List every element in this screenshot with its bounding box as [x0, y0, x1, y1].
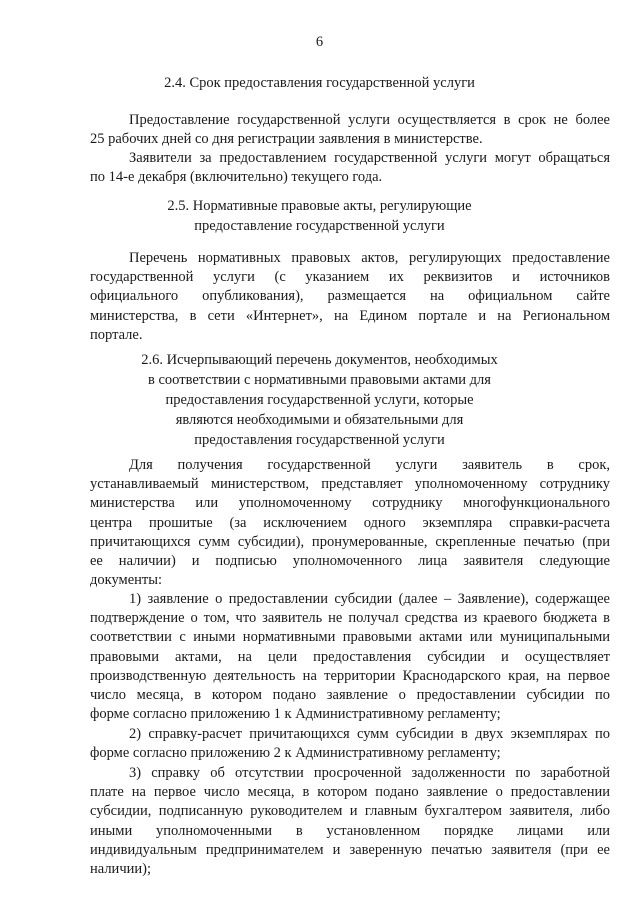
text-line: министерства или уполномоченному сотруднику многофункционального [90, 495, 610, 512]
text-line: официального опубликования), размещается на официальном сайте [90, 288, 610, 305]
text-line: министерства, в сети «Интернет», на Едином портале и на Региональном [90, 307, 610, 324]
text-line: форме согласно приложению 1 к Административному регламенту; [90, 706, 501, 723]
text-line: индивидуальным предпринимателем и заверенную печатью заявителя (при ее [90, 841, 610, 858]
text-line: Для получения государственной услуги заявитель в срок, [129, 457, 610, 473]
text-line: ее наличии) и подписью уполномоченного лица заявителя следующие [90, 553, 610, 570]
page-number: 6 [315, 34, 324, 50]
paragraph [90, 111, 610, 149]
heading-line: предоставление государственной услуги [194, 218, 445, 234]
list-item [90, 725, 610, 763]
paragraph [90, 249, 610, 345]
text-line: правовыми актами, на цели предоставления субсидии и осуществляет [90, 648, 610, 665]
text-line: 2) справку-расчет причитающихся сумм субсидии в двух экземплярах по [129, 726, 610, 742]
heading-line: предоставления государственной услуги [194, 432, 445, 448]
section-heading-2-6 [0, 350, 639, 450]
text-line: число месяца, в котором подано заявление о предоставлении субсидии по [90, 687, 610, 704]
text-line: устанавливаемый министерством, представляет уполномоченному сотруднику [90, 476, 610, 493]
heading-line: являются необходимыми и обязательными для [175, 412, 464, 428]
text-line: 3) справку об отсутствии просроченной задолженности по заработной [129, 765, 610, 781]
list-item [90, 590, 610, 724]
text-line: подтверждение о том, что заявитель не получал средства из краевого бюджета в [90, 610, 610, 627]
text-line: Предоставление государственной услуги осуществляется в срок не более [129, 112, 610, 128]
text-line: 1) заявление о предоставлении субсидии (далее – Заявление), содержащее [129, 591, 610, 607]
text-line: причитающихся сумм субсидии), пронумерованные, скрепленные печатью (при [90, 533, 610, 550]
heading-line: в соответствии с нормативными правовыми актами для [148, 372, 491, 388]
text-line: соответствии с иными нормативными правовыми актами или муниципальными [90, 629, 610, 646]
text-line: документы: [90, 572, 163, 589]
text-line: плате на первое число месяца, в котором подано заявление о предоставлении [90, 784, 610, 801]
section-heading-2-4 [0, 73, 639, 93]
text-line: форме согласно приложению 2 к Административному регламенту; [90, 745, 501, 762]
text-line: наличии); [90, 861, 151, 878]
text-line: 25 рабочих дней со дня регистрации заявления в министерстве. [90, 131, 483, 148]
heading-line: 2.6. Исчерпывающий перечень документов, необходимых [141, 352, 498, 368]
list-item [90, 764, 610, 879]
text-line: Перечень нормативных правовых актов, регулирующих предоставление [129, 250, 610, 266]
paragraph [90, 149, 610, 187]
text-line: иными уполномоченными в установленном порядке лицами или [90, 822, 610, 839]
text-line: производственную деятельность на территории Краснодарского края, на первое [90, 667, 610, 684]
section-heading-2-5 [0, 196, 639, 236]
heading-line: 2.5. Нормативные правовые акты, регулирующие [167, 198, 472, 214]
text-line: государственной услуги (с указанием их реквизитов и источников [90, 269, 610, 286]
heading-line: 2.4. Срок предоставления государственной услуги [164, 75, 475, 91]
text-line: портале. [90, 326, 143, 343]
text-line: Заявители за предоставлением государственной услуги могут обращаться [129, 150, 610, 166]
paragraph [90, 456, 610, 590]
text-line: по 14-е декабря (включительно) текущего года. [90, 169, 383, 186]
heading-line: предоставления государственной услуги, которые [165, 392, 474, 408]
text-line: субсидии, подписанную руководителем и главным бухгалтером заявителя, либо [90, 803, 610, 820]
text-line: центра прошитые (за исключением одного экземпляра справки-расчета [90, 514, 610, 531]
